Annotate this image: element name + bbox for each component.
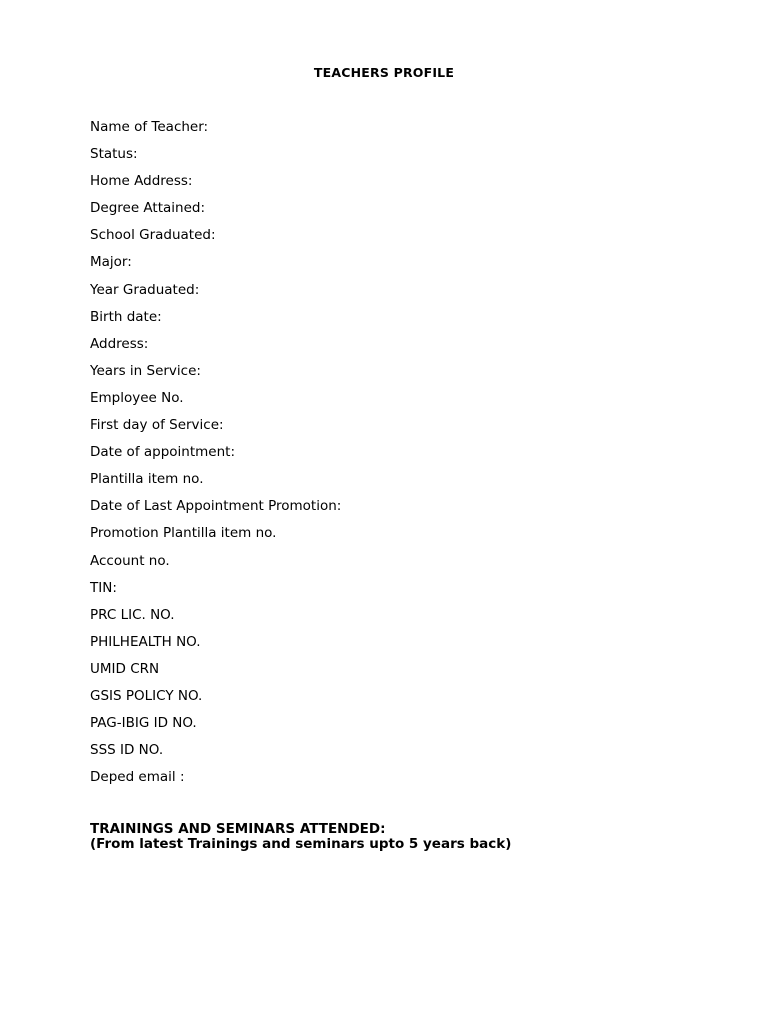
profile-field-list — [90, 117, 341, 794]
page-title: TEACHERS PROFILE — [313, 65, 455, 80]
field-account-no: Account no. — [90, 552, 170, 569]
trainings-section — [90, 822, 511, 851]
field-address: Address: — [90, 335, 149, 352]
field-philhealth-no: PHILHEALTH NO. — [90, 633, 201, 650]
field-deped-email: Deped email : — [90, 769, 185, 786]
field-first-day-of-service: First day of Service: — [90, 417, 224, 434]
field-birth-date: Birth date: — [90, 308, 162, 325]
field-promotion-plantilla-item-no: Promotion Plantilla item no. — [90, 525, 277, 542]
field-year-graduated: Year Graduated: — [90, 281, 200, 298]
field-school-graduated: School Graduated: — [90, 227, 216, 244]
field-gsis-policy-no: GSIS POLICY NO. — [90, 687, 203, 704]
field-plantilla-item-no: Plantilla item no. — [90, 471, 204, 488]
field-tin: TIN: — [90, 579, 117, 596]
field-status: Status: — [90, 146, 138, 163]
field-degree-attained: Degree Attained: — [90, 200, 206, 217]
field-pag-ibig-id-no: PAG-IBIG ID NO. — [90, 715, 197, 732]
field-sss-id-no: SSS ID NO. — [90, 742, 164, 759]
field-date-of-last-appointment-promotion: Date of Last Appointment Promotion: — [90, 498, 342, 515]
field-employee-no: Employee No. — [90, 389, 184, 406]
field-home-address: Home Address: — [90, 173, 193, 190]
field-name-of-teacher: Name of Teacher: — [90, 119, 209, 135]
field-years-in-service: Years in Service: — [90, 362, 201, 379]
field-prc-lic-no: PRC LIC. NO. — [90, 606, 175, 623]
trainings-subheading: (From latest Trainings and seminars upto 5 years back) — [90, 835, 512, 852]
field-date-of-appointment: Date of appointment: — [90, 444, 235, 461]
trainings-heading: TRAININGS AND SEMINARS ATTENDED: — [90, 821, 386, 837]
field-major: Major: — [90, 254, 132, 271]
field-umid-crn: UMID CRN — [90, 660, 160, 677]
